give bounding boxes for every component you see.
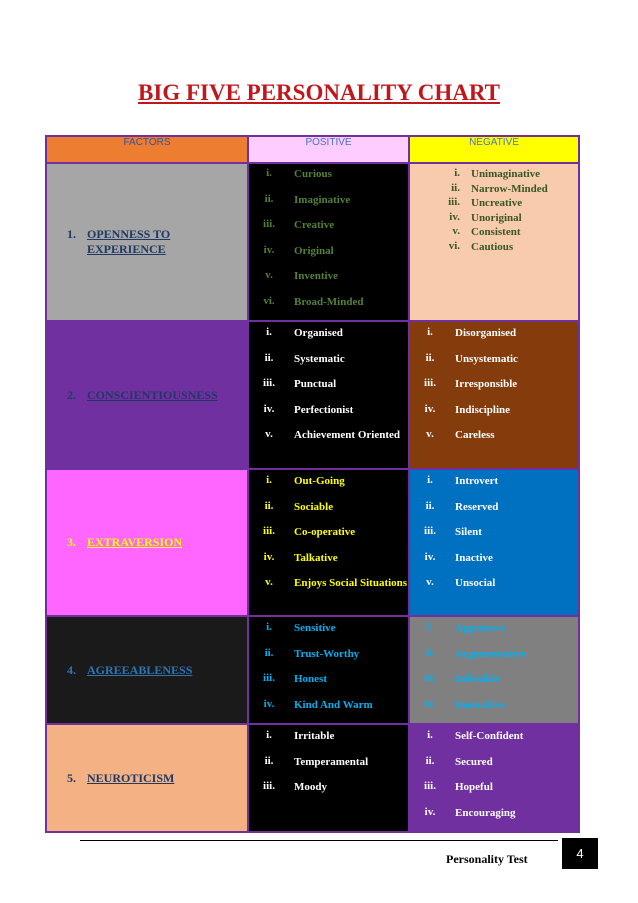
item-num: i. <box>266 621 272 633</box>
item-num: iv. <box>424 805 436 818</box>
item-num: ii. <box>451 181 460 194</box>
item-text: Talkative <box>294 551 338 564</box>
item-num: iii. <box>448 196 460 208</box>
item-text: Self-Confident <box>455 730 524 742</box>
item-num: vi. <box>448 239 460 252</box>
footer-divider <box>80 840 558 841</box>
item-text: Reserved <box>455 500 499 513</box>
factor-number: 4. <box>67 662 76 677</box>
positive-cell <box>248 616 409 724</box>
item-num: iii. <box>263 780 275 792</box>
item-num: v. <box>265 576 273 588</box>
item-text: Aggressive <box>455 622 506 634</box>
item-text: Careless <box>455 429 495 441</box>
factor-cell <box>46 469 248 616</box>
item-num: iii. <box>263 525 275 537</box>
factor-number: 1. <box>67 227 76 241</box>
item-text: Cautious <box>471 240 514 253</box>
header-negative: NEGATIVE <box>409 136 579 163</box>
item-num: iii. <box>263 218 275 230</box>
item-text: Trust-Worthy <box>294 647 360 660</box>
item-num: iv. <box>263 550 275 563</box>
item-text: Unsocial <box>455 577 496 589</box>
factor-number: 2. <box>67 387 76 402</box>
item-text: Out-Going <box>294 475 345 487</box>
factor-number: 5. <box>67 770 76 785</box>
item-text: Inventive <box>294 270 338 282</box>
item-text: Temperamental <box>294 755 369 768</box>
negative-cell <box>409 616 579 724</box>
header-row <box>46 136 579 163</box>
item-num: ii. <box>264 351 274 364</box>
item-text: Inactive <box>455 551 493 564</box>
item-num: iv. <box>449 210 460 223</box>
item-text: Sensitive <box>294 622 336 634</box>
item-text: Encouraging <box>455 806 516 819</box>
item-text: Introvert <box>455 475 499 487</box>
item-num: i. <box>266 729 272 741</box>
item-text: Sociable <box>294 500 334 513</box>
item-num: ii. <box>264 192 274 205</box>
negative-cell <box>409 321 579 469</box>
item-text: Narrow-Minded <box>471 182 548 195</box>
factor-name: OPENNESS TO EXPERIENCE <box>87 227 171 256</box>
item-text: Unimaginative <box>471 168 541 180</box>
item-num: ii. <box>425 646 435 659</box>
factor-row-extraversion <box>46 469 579 616</box>
factor-name: EXTRAVERSION <box>87 535 183 549</box>
item-num: i. <box>427 474 433 486</box>
item-text: Unoriginal <box>471 211 522 224</box>
item-num: iv. <box>424 402 436 415</box>
item-num: ii. <box>264 499 274 512</box>
factor-row-conscientiousness <box>46 321 579 469</box>
item-text: Disorganised <box>455 327 517 339</box>
item-text: Argumentative <box>455 647 526 660</box>
item-text: Moody <box>294 781 327 793</box>
item-text: Honest <box>294 673 327 685</box>
factor-name: AGREEABLENESS <box>87 662 193 677</box>
item-num: v. <box>265 269 273 281</box>
item-text: Irresponsible <box>455 378 518 390</box>
item-num: iii. <box>424 780 436 792</box>
item-text: Insensitive <box>455 698 506 711</box>
item-text: Kind And Warm <box>294 698 373 711</box>
item-num: v. <box>452 225 460 237</box>
item-num: ii. <box>264 754 274 767</box>
item-text: Indiscipline <box>455 403 511 416</box>
negative-cell <box>409 163 579 321</box>
item-num: i. <box>266 167 272 179</box>
item-text: Unsystematic <box>455 352 518 365</box>
negative-cell <box>409 469 579 616</box>
factor-row-openness <box>46 163 579 321</box>
factor-cell <box>46 321 248 469</box>
item-num: iv. <box>263 402 275 415</box>
item-text: Systematic <box>294 352 345 365</box>
item-text: Hopeful <box>455 781 493 793</box>
positive-cell <box>248 163 409 321</box>
item-text: Achievement Oriented <box>294 429 400 441</box>
item-text: Irritable <box>294 730 335 742</box>
positive-cell <box>248 724 409 832</box>
item-text: Imaginative <box>294 193 351 206</box>
positive-cell <box>248 469 409 616</box>
item-num: ii. <box>264 646 274 659</box>
item-num: ii. <box>425 499 435 512</box>
item-num: iii. <box>424 672 436 684</box>
item-num: iii. <box>263 672 275 684</box>
factor-name: CONSCIENTIOUSNESS <box>87 387 218 402</box>
item-num: i. <box>427 621 433 633</box>
item-text: Enjoys Social Situations <box>294 577 408 589</box>
factor-cell <box>46 616 248 724</box>
item-num: iv. <box>263 243 275 256</box>
item-text: Broad-Minded <box>294 295 364 308</box>
item-num: i. <box>427 326 433 338</box>
item-text: Co-operative <box>294 526 356 538</box>
positive-cell <box>248 321 409 469</box>
factor-name: NEUROTICISM <box>87 770 175 785</box>
negative-cell <box>409 724 579 832</box>
item-text: Organised <box>294 327 343 339</box>
item-num: vi. <box>263 294 275 307</box>
item-text: Uncreative <box>471 197 523 209</box>
item-num: i. <box>427 729 433 741</box>
item-num: iii. <box>263 377 275 389</box>
item-text: Curious <box>294 168 332 180</box>
item-num: i. <box>266 474 272 486</box>
item-num: ii. <box>425 351 435 364</box>
item-num: i. <box>266 326 272 338</box>
footer-label: Personality Test <box>446 852 528 866</box>
factor-cell <box>46 724 248 832</box>
page-number: 4 <box>562 838 598 869</box>
item-num: iv. <box>424 697 436 710</box>
factor-row-agreeableness <box>46 616 579 724</box>
item-text: Original <box>294 244 334 257</box>
personality-chart-table <box>45 135 580 833</box>
item-text: Punctual <box>294 378 337 390</box>
item-text: Consistent <box>471 226 521 238</box>
item-num: v. <box>426 428 434 440</box>
item-text: Silent <box>455 526 482 538</box>
item-num: ii. <box>425 754 435 767</box>
item-text: Perfectionist <box>294 403 354 416</box>
item-num: iii. <box>424 377 436 389</box>
item-num: iv. <box>424 550 436 563</box>
page-title: BIG FIVE PERSONALITY CHART <box>138 80 500 105</box>
item-num: v. <box>426 576 434 588</box>
item-text: Inflexible <box>455 673 500 685</box>
header-factors: FACTORS <box>46 136 248 163</box>
header-positive: POSITIVE <box>248 136 409 163</box>
item-num: v. <box>265 428 273 440</box>
item-text: Secured <box>455 755 493 768</box>
factor-row-neuroticism <box>46 724 579 832</box>
item-num: iv. <box>263 697 275 710</box>
factor-number: 3. <box>67 535 76 549</box>
item-num: i. <box>454 167 460 179</box>
factor-cell <box>46 163 248 321</box>
item-text: Creative <box>294 219 335 231</box>
item-num: iii. <box>424 525 436 537</box>
